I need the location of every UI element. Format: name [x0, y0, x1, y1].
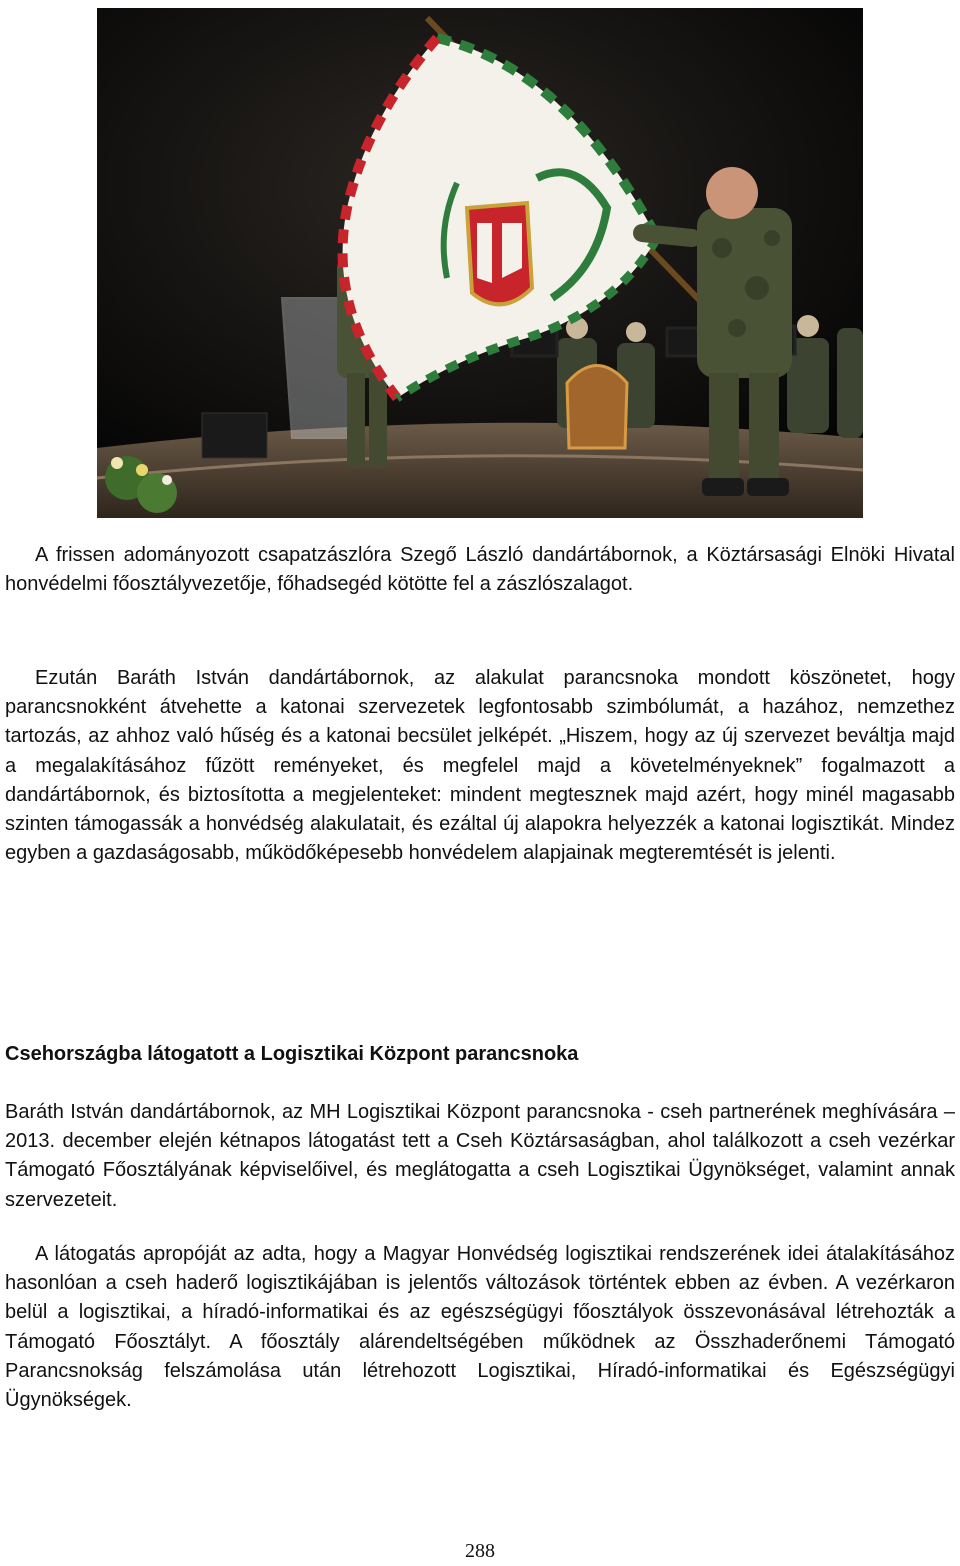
paragraph-commander-speech: Ezután Baráth István dandártábornok, az alakulat parancsnoka mondott köszönetet, hogy parancsnokként átvehette a katonai szervezetek legfontosabb szimbólumát, a hazához, nemzethez tartozás, az ahhoz való hűség és a katonai becsület jelképét. „Hiszem, hogy az új szervezet beváltja majd a megalakításához fűzött reményeket, és megfelel majd a követelményeknek” fogalmazott a dandártábornok, és biztosította a megjelenteket: mindent megtesznek majd azért, hogy minél magasabb szinten támogassák a honvédség alakulatait, és ezáltal új alapokra helyezzék a katonai logisztikát. Mindez egyben a gazdaságosabb, működőképesebb honvédelem alapjainak megteremtését is jelenti.	[5, 667, 955, 865]
section-heading: Csehországba látogatott a Logisztikai Központ parancsnoka	[5, 1043, 579, 1065]
ceremony-photo	[97, 8, 863, 518]
paragraph-reorganization: A látogatás apropóját az adta, hogy a Magyar Honvédség logisztikai rendszerének idei átalakításához hasonlóan a cseh haderő logisztikájában is jelentős változások történtek ebben az évben. A vezérkaron belül a logisztikai, a híradó-informatikai és az egészségügyi főosztályok összevonásával létrehozták a Támogató Főosztályt. A főosztály alárendeltségében működnek az Összhaderőnemi Támogató Parancsnokság felszámolása után létrehozott Logisztikai, Híradó-informatikai és Egészségügyi Ügynökségek.	[5, 1243, 955, 1412]
paragraph-flag-ribbon: A frissen adományozott csapatzászlóra Szegő László dandártábornok, a Köztársasági Elnöki Hivatal honvédelmi főosztályvezetője, főhadsegéd kötötte fel a zászlószalagot.	[5, 544, 955, 596]
ceremony-photo-illustration	[97, 8, 863, 518]
paragraph-czech-visit: Baráth István dandártábornok, az MH Logisztikai Központ parancsnoka - cseh partnerének meghívására – 2013. december elején kétnapos látogatást tett a Cseh Köztársaságban, ahol találkozott a cseh vezérkar Támogató Főosztályának képviselőivel, és meglátogatta a cseh Logisztikai Ügynökséget, valamint annak szervezeteit.	[5, 1101, 955, 1211]
page-number: 288	[465, 1540, 495, 1562]
